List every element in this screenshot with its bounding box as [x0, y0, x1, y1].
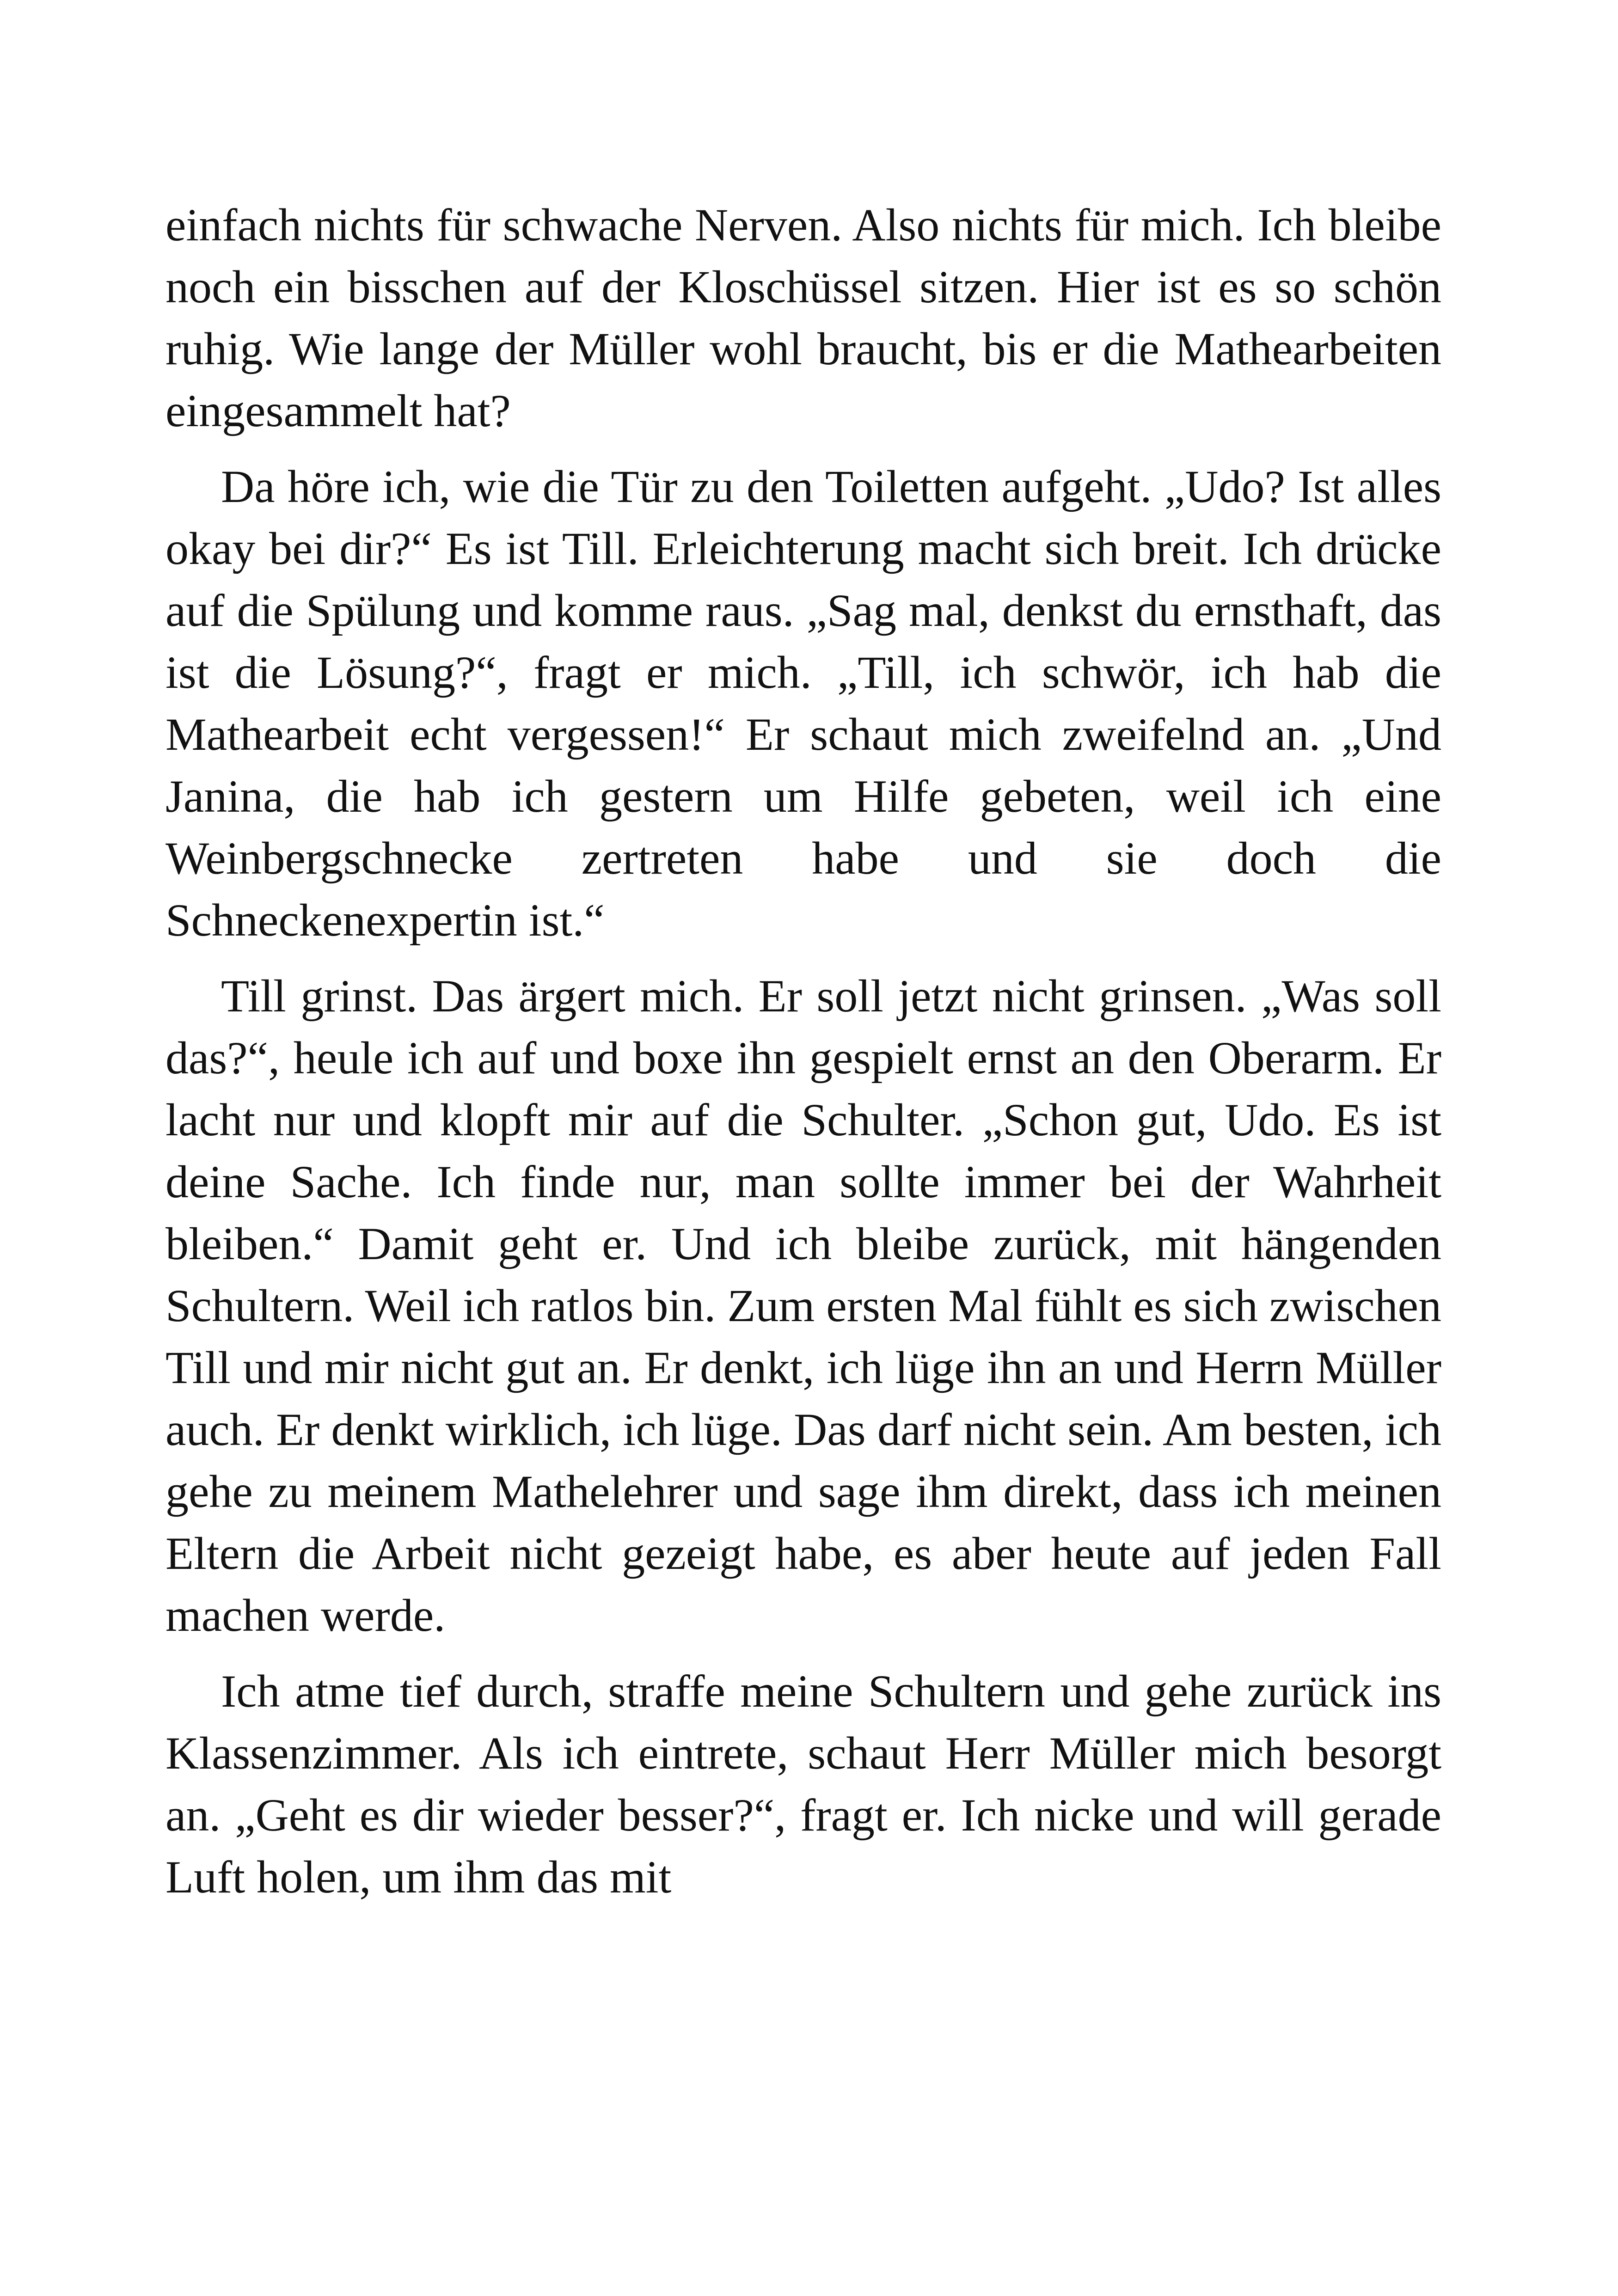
paragraph-till-arrives: Da höre ich, wie die Tür zu den Toiletten aufgeht. „Udo? Ist alles okay bei dir?“ Es ist Till. Erleichterung macht sich breit. Ich drücke auf die Spülung und komme raus. „Sag mal, denkst du ernsthaft, das ist die Lösung?“, fragt er mich. „Till, ich schwör, ich hab die Mathearbeit echt vergessen!“ Er schaut mich zweifelnd an. „Und Janina, die hab ich gestern um Hilfe gebeten, weil ich eine Weinbergschnecke zertreten habe und sie doch die Schneckenexpertin ist.“ — [165, 461, 1441, 946]
paragraph-continuation: einfach nichts für schwache Nerven. Also nichts für mich. Ich bleibe noch ein bisschen auf der Kloschüssel sitzen. Hier ist es so schön ruhig. Wie lange der Müller wohl braucht, bis er die Mathearbeiten eingesammelt hat? — [165, 199, 1441, 436]
paragraph-till-grins: Till grinst. Das ärgert mich. Er soll jetzt nicht grinsen. „Was soll das?“, heule ich auf und boxe ihn gespielt ernst an den Oberarm. Er lacht nur und klopft mir auf die Schulter. „Schon gut, Udo. Es ist deine Sache. Ich finde nur, man sollte immer bei der Wahrheit bleiben.“ Damit geht er. Und ich bleibe zurück, mit hängenden Schultern. Weil ich ratlos bin. Zum ersten Mal fühlt es sich zwischen Till und mir nicht gut an. Er denkt, ich lüge ihn an und Herrn Müller auch. Er denkt wirklich, ich lüge. Das darf nicht sein. Am besten, ich gehe zu meinem Mathelehrer und sage ihm direkt, dass ich meinen Eltern die Arbeit nicht gezeigt habe, es aber heute auf jeden Fall machen werde. — [165, 970, 1441, 1641]
book-page — [165, 194, 1441, 1908]
paragraph-back-to-class: Ich atme tief durch, straffe meine Schultern und gehe zurück ins Klassenzimmer. Als ich eintrete, schaut Herr Müller mich besorgt an. „Geht es dir wieder besser?“, fragt er. Ich nicke und will gerade Luft holen, um ihm das mit — [165, 1665, 1441, 1903]
